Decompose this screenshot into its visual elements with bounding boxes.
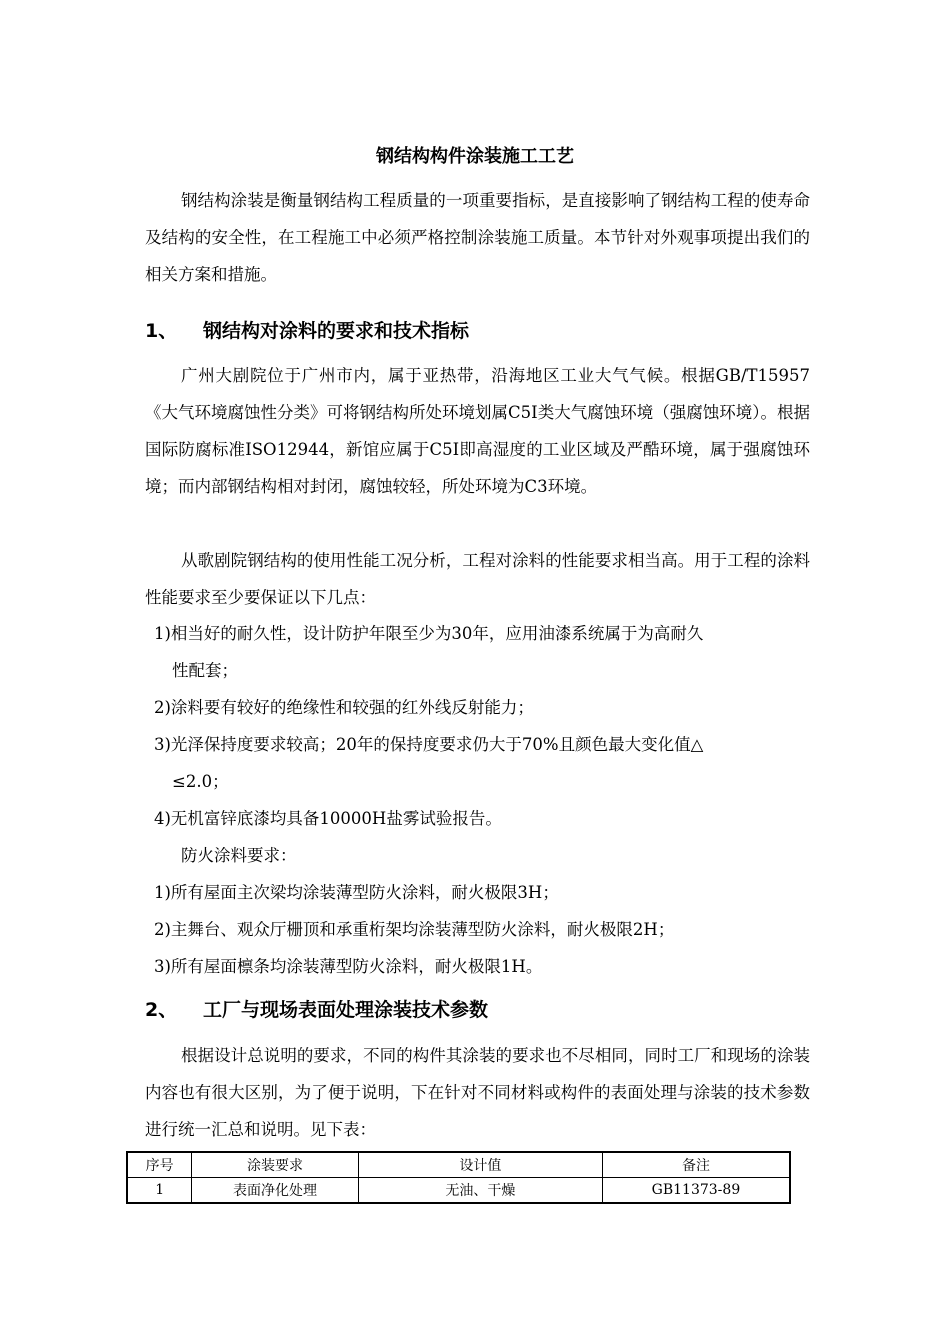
table-cell: 1 — [127, 1178, 192, 1204]
section-2-heading — [145, 995, 810, 1025]
table-header-cell: 涂装要求 — [192, 1152, 358, 1178]
requirement-item — [154, 800, 810, 837]
coating-spec-table — [126, 1151, 791, 1204]
requirement-item-line: 4)无机富锌底漆均具备10000H盐雾试验报告。 — [154, 809, 502, 828]
requirement-item-continuation: ≤2.0； — [172, 772, 229, 791]
section-1-title: 钢结构对涂料的要求和技术指标 — [203, 320, 470, 342]
fire-item: 3)所有屋面檩条均涂装薄型防火涂料，耐火极限1H。 — [154, 957, 543, 976]
table-cell: 表面净化处理 — [192, 1178, 358, 1204]
section-1-paragraph-1: 广州大剧院位于广州市内，属于亚热带，沿海地区工业大气气候。根据GB/T15957《大气环境腐蚀性分类》可将钢结构所处环境划属C5I类大气腐蚀环境（强腐蚀环境）。根据国际防腐标准ISO12944，新馆应属于C5I即高湿度的工业区域及严酷环境，属于强腐蚀环境；而内部钢结构相对封闭，腐蚀较轻，所处环境为C3环境。 — [145, 366, 810, 496]
document-title: 钢结构构件涂装施工工艺 — [376, 146, 574, 167]
section-2-paragraph: 根据设计总说明的要求，不同的构件其涂装的要求也不尽相同，同时工厂和现场的涂装内容也有很大区别，为了便于说明，下在针对不同材料或构件的表面处理与涂装的技术参数进行统一汇总和说明。见下表： — [145, 1046, 810, 1139]
section-2-number: 2、 — [145, 999, 178, 1021]
table-header-row — [127, 1152, 790, 1178]
requirement-item — [154, 726, 810, 800]
requirement-item — [154, 615, 810, 689]
table-cell: GB11373-89 — [602, 1178, 790, 1204]
requirement-item-line: 3)光泽保持度要求较高；20年的保持度要求仍大于70%且颜色最大变化值△ — [154, 735, 704, 754]
table-cell: 无油、干燥 — [358, 1178, 602, 1204]
requirement-item-line: 2)涂料要有较好的绝缘性和较强的红外线反射能力； — [154, 698, 534, 717]
requirement-item-line: 1)相当好的耐久性，设计防护年限至少为30年，应用油漆系统属于为高耐久 — [154, 624, 704, 643]
table-header-cell: 设计值 — [358, 1152, 602, 1178]
intro-paragraph: 钢结构涂装是衡量钢结构工程质量的一项重要指标，是直接影响了钢结构工程的使寿命及结构的安全性，在工程施工中必须严格控制涂装施工质量。本节针对外观事项提出我们的相关方案和措施。 — [145, 191, 810, 284]
section-1-number: 1、 — [145, 320, 178, 342]
section-1-paragraph-2: 从歌剧院钢结构的使用性能工况分析，工程对涂料的性能要求相当高。用于工程的涂料性能要求至少要保证以下几点： — [145, 551, 810, 607]
section-2-title: 工厂与现场表面处理涂装技术参数 — [203, 999, 489, 1021]
requirement-item — [154, 689, 810, 726]
section-1-heading — [145, 316, 810, 346]
fire-item: 2)主舞台、观众厅栅顶和承重桁架均涂装薄型防火涂料，耐火极限2H； — [154, 920, 675, 939]
table-header-cell: 备注 — [602, 1152, 790, 1178]
table-row — [127, 1178, 790, 1204]
fire-coating-heading: 防火涂料要求： — [181, 846, 297, 865]
requirement-item-continuation: 性配套； — [172, 661, 238, 680]
table-header-cell: 序号 — [127, 1152, 192, 1178]
fire-item: 1)所有屋面主次梁均涂装薄型防火涂料，耐火极限3H； — [154, 883, 559, 902]
